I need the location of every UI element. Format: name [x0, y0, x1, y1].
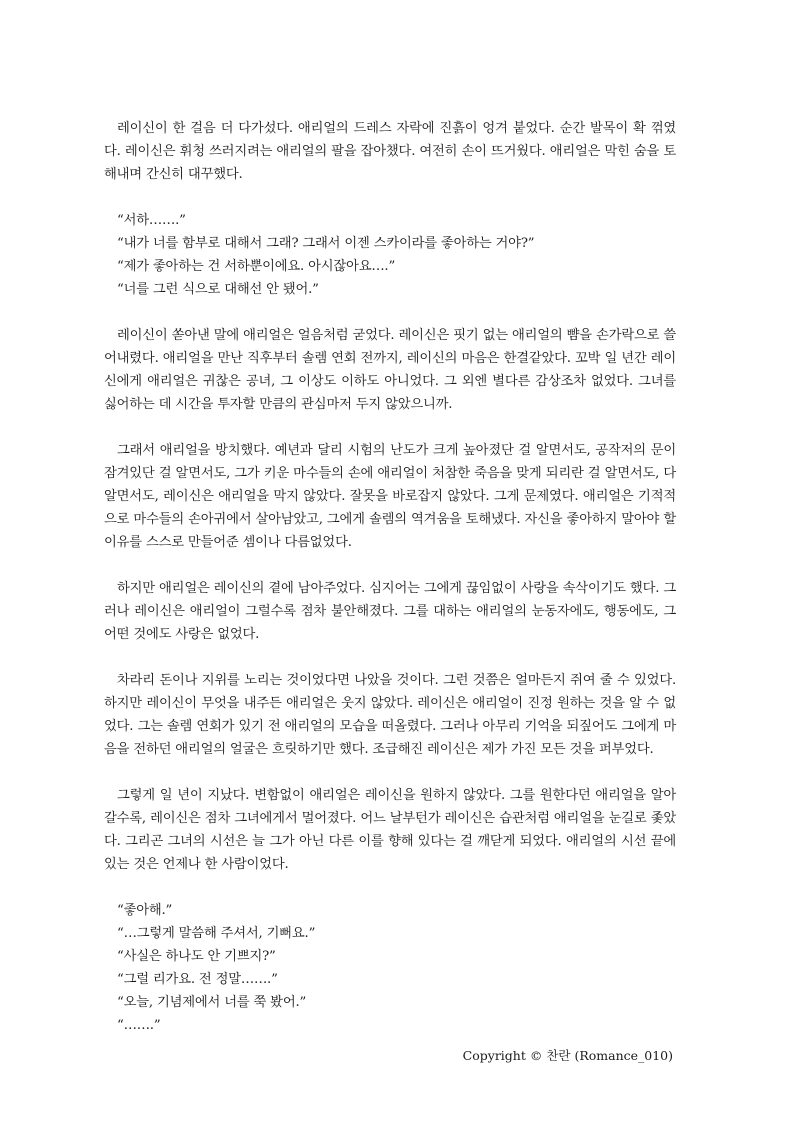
- dialogue-line: “좋아해.”: [117, 903, 173, 918]
- dialogue-line: “…….”: [117, 1018, 161, 1033]
- paragraph: 레이신이 쏟아낸 말에 애리얼은 얼음처럼 굳었다. 레이신은 핏기 없는 애리얼의 뺨을 손가락으로 쓸어내렸다. 애리얼을 만난 직후부터 솔렘 연회 전까지, 레이신의 마음은 한결같았다. 꼬박 일 년간 레이신에게 애리얼은 귀찮은 공녀, 그 이상도 이하도 아니었다. 그 외엔 별다른 감상조차 없었다. 그녀를 싫어하는 데 시간을 투자할 만큼의 관심마저 두지 않았으니까.: [104, 328, 676, 412]
- dialogue-line: “제가 좋아하는 건 서하뿐이에요. 아시잖아요….”: [117, 259, 396, 274]
- paragraph: 그래서 애리얼을 방치했다. 예년과 달리 시험의 난도가 크게 높아졌단 걸 알면서도, 공작저의 문이 잠겨있단 걸 알면서도, 그가 키운 마수들의 손에 애리얼이 처참한 죽음을 맞게 되리란 걸 알면서도, 다 알면서도, 레이신은 애리얼을 막지 않았다. 잘못을 바로잡지 않았다. 그게 문제였다. 애리얼은 기적적으로 마수들의 손아귀에서 살아남았고, 그에게 솔렘의 역겨움을 토해냈다. 자신을 좋아하지 말아야 할 이유를 스스로 만들어준 셈이나 다름없었다.: [104, 443, 676, 550]
- paragraph: 레이신이 한 걸음 더 다가섰다. 애리얼의 드레스 자락에 진흙이 엉겨 붙었다. 순간 발목이 확 꺾였다. 레이신은 휘청 쓰러지려는 애리얼의 팔을 잡아챘다. 여전히 손이 뜨거웠다. 애리얼은 막힌 숨을 토해내며 간신히 대꾸했다.: [104, 121, 676, 182]
- dialogue-block: [104, 209, 676, 301]
- dialogue-line: “사실은 하나도 안 기쁘지?”: [117, 949, 276, 964]
- copyright-notice: Copyright © 찬란 (Romance_010): [462, 1048, 673, 1063]
- dialogue-line: “내가 너를 함부로 대해서 그래? 그래서 이젠 스카이라를 좋아하는 거야?”: [117, 236, 535, 251]
- paragraph: 하지만 애리얼은 레이신의 곁에 남아주었다. 심지어는 그에게 끊임없이 사랑을 속삭이기도 했다. 그러나 레이신은 애리얼이 그럴수록 점차 불안해졌다. 그를 대하는 애리얼의 눈동자에도, 행동에도, 그 어떤 것에도 사랑은 없었다.: [104, 581, 676, 642]
- body-text: [104, 117, 676, 1060]
- dialogue-line: “그럴 리가요. 전 정말…….”: [117, 972, 278, 987]
- paragraph: 차라리 돈이나 지위를 노리는 것이었다면 나았을 것이다. 그런 것쯤은 얼마든지 쥐여 줄 수 있었다. 하지만 레이신이 무엇을 내주든 애리얼은 웃지 않았다. 레이신은 애리얼이 진정 원하는 것을 알 수 없었다. 그는 솔렘 연회가 있기 전 애리얼의 모습을 떠올렸다. 그러나 아무리 기억을 되짚어도 그에게 마음을 전하던 애리얼의 얼굴은 흐릿하기만 했다. 조급해진 레이신은 제가 가진 모든 것을 퍼부었다.: [104, 673, 676, 757]
- dialogue-line: “오늘, 기념제에서 너를 쭉 봤어.”: [117, 995, 307, 1010]
- paragraph: 그렇게 일 년이 지났다. 변함없이 애리얼은 레이신을 원하지 않았다. 그를 원한다던 애리얼을 알아갈수록, 레이신은 점차 그녀에게서 멀어졌다. 어느 날부턴가 레이신은 습관처럼 애리얼을 눈길로 좇았다. 그리곤 그녀의 시선은 늘 그가 아닌 다른 이를 향해 있다는 걸 깨닫게 되었다. 애리얼의 시선 끝에 있는 것은 언제나 한 사람이었다.: [104, 788, 676, 872]
- dialogue-block: [104, 899, 676, 1037]
- dialogue-line: “…그렇게 말씀해 주셔서, 기뻐요.”: [117, 926, 316, 941]
- dialogue-line: “서하…….”: [117, 213, 186, 228]
- dialogue-line: “너를 그런 식으로 대해선 안 됐어.”: [117, 282, 319, 297]
